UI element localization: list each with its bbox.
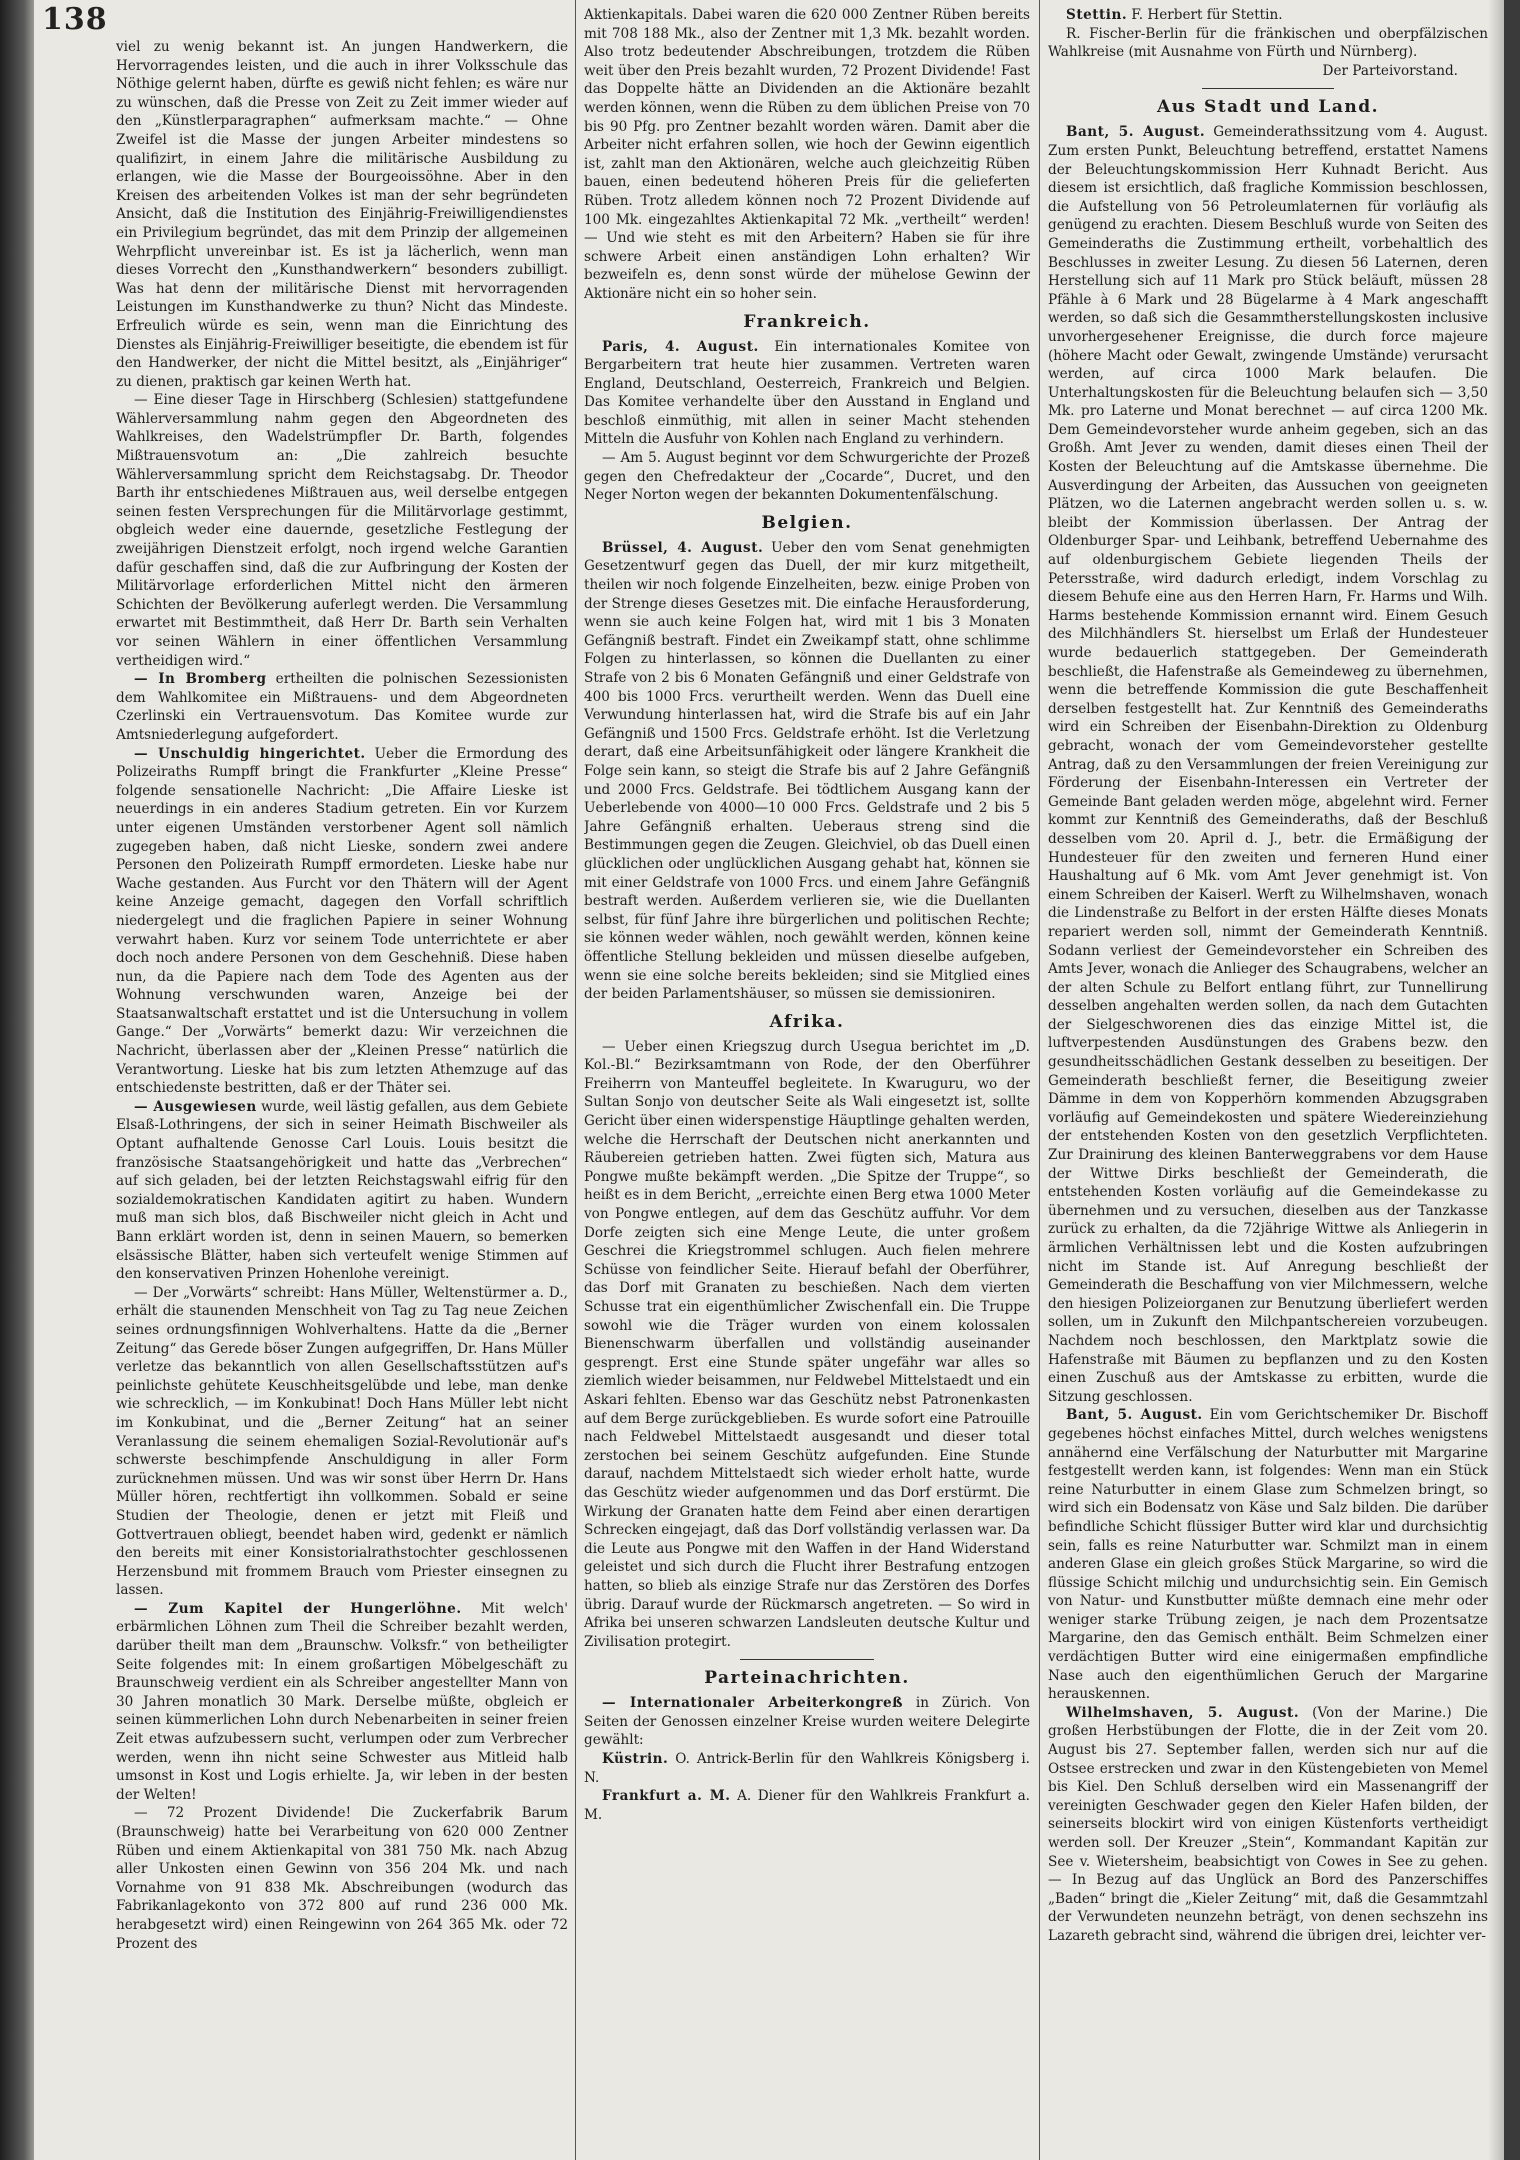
article-paragraph [584, 338, 1030, 450]
article-paragraph [1048, 123, 1488, 1406]
article-paragraph [584, 1787, 1030, 1824]
article-paragraph [1048, 1406, 1488, 1704]
article-text: Ein vom Gerichtschemiker Dr. Bischoff gegebenes höchst einfaches Mittel, durch welches wenigstens annähernd eine Verfälschung der Naturbutter mit Margarine festgestellt werden kann, ist folgendes: Wenn man ein Stück reine Naturbutter in einem Glase zum Schmelzen bringt, so wird sich ein Bodensatz von Käse und Salz bilden. Die darüber befindliche Schicht flüssiger Butter wird klar und durchsichtig sein, falls es reine Naturbutter war. Schmilzt man in einem anderen Glase ein gleich großes Stück Margarine, so wird die flüssige Schicht milchig und undurchsichtig sein. Ein Gemisch von Natur- und Kunstbutter müßte demnach eine mehr oder weniger starke Trübung zeigen, je nach dem Prozentsatze Margarine, den das Gemisch enthält. Beim Schmelzen einer verdächtigen Butter wird eine einigermaßen empfindliche Nase auch den eigenthümlichen Geruch der Margarine herauskennen. [1048, 1407, 1488, 1703]
article-lead: Wilhelmshaven, 5. August. [1066, 1704, 1300, 1721]
article-lead: — In Bromberg [134, 671, 267, 688]
article-text: — Ueber einen Kriegszug durch Usegua berichtet im „D. Kol.-Bl.“ Bezirksamtmann von Rode, der den Oberführer Freiherrn von Manteuffel begleitete. In Kwaruguru, wo der Sultan Sonjo von deutscher Seite als Wali eingesetzt ist, sollte Gericht über einen widerspenstige Häuptlinge gehalten werden, welche die Herrschaft der Deutschen nicht anerkannten und Räubereien getrieben hatten. Zwei fügten sich, Matura aus Pongwe mußte bekämpft werden. „Die Spitze der Truppe“, so heißt es in dem Bericht, „erreichte einen Berg etwa 1000 Meter von Pongwe entlegen, auf dem das Geschütz auffuhr. Vor dem Dorfe zeigten sich eine Menge Leute, die unter großem Geschrei die Kriegstrommel schlugen. Auch fielen mehrere Schüsse von feindlicher Seite. Hierauf befahl der Oberführer, das Dorf mit Granaten zu beschießen. Nach dem vierten Schusse trat ein eigenthümlicher Zwischenfall ein. Die Truppe sowohl wie die Träger wurden von einem kolossalen Bienenschwarm überfallen und vollständig auseinander gesprengt. Erst eine Stunde später ungefähr war alles so ziemlich wieder beisammen, nur Feldwebel Mittelstaedt und ein Askari fehlten. Ebenso war das Geschütz nebst Patronenkasten auf dem Berge zurückgeblieben. Es wurde sofort eine Patrouille nach Feldwebel Mittelstaedt ausgesandt und dieser total zerstochen bei seinem Geschütz aufgefunden. Eine Stunde darauf, nachdem Mittelstaedt sich wieder erholt hatte, wurde das Geschütz wieder aufgenommen und das Dorf erstürmt. Die Wirkung der Granaten hatte dem Feind aber einen derartigen Schrecken eingejagt, daß das Dorf vollständig verlassen war. Da die Leute aus Pongwe mit den Waffen in der Hand Widerstand geleistet und sich durch die Flucht ihrer Bestrafung entzogen hatten, so blieb als einzige Strafe nur das Zerstören des Dorfes übrig. Darauf wurde der Rückmarsch angetreten. — So wird in Afrika bei unseren schwarzen Landsleuten deutsche Kultur und Zivilisation protegirt. [584, 1038, 1030, 1650]
book-binding-edge [0, 0, 34, 2160]
article-text: Aktienkapitals. Dabei waren die 620 000 Zentner Rüben bereits mit 708 188 Mk., also der Zentner mit 1,3 Mk. bezahlt worden. Also trotz bedeutender Abschreibungen, trotzdem die Rüben weit über den Preis bezahlt wurden, 72 Prozent Dividende! Fast das Doppelte hätte an Dividenden an die Aktionäre bezahlt werden können, wenn die Rüben zu dem üblichen Preise von 70 bis 90 Pfg. pro Zentner bezahlt worden wären. Damit aber die Arbeiter nicht erfahren sollen, wie hoch der Gewinn eigentlich ist, zahlt man den Aktionären, welche auch gleichzeitig Rüben bauen, einen bedeutend höheren Preis für die gelieferten Rüben. Trotz alledem können noch 72 Prozent Dividende auf 100 Mk. eingezahltes Aktienkapital 72 Mk. „vertheilt“ werden! — Und wie steht es mit den Arbeitern? Haben sie für ihre schwere Arbeit einen anständigen Lohn erhalten? Wir bezweifeln es, denn sonst würde der mühelose Gewinn der Aktionäre nicht ein so hoher sein. [584, 7, 1030, 302]
article-text: Ueber die Ermordung des Polizeiraths Rumpff bringt die Frankfurter „Kleine Presse“ folgende sensationelle Nachricht: „Die Affaire Lieske ist neuerdings in ein anderes Stadium getreten. Ein vor Kurzem unter eigenen Umständen verstorbener Agent soll nämlich zugegeben haben, daß nicht Lieske, sondern zwei andere Personen den Polizeirath Rumpff ermordeten. Lieske habe nur Wache gestanden. Aus Furcht vor den Thätern will der Agent keine Anzeige gemacht, dagegen den Vorfall schriftlich niedergelegt und die fraglichen Papiere in seiner Wohnung verwahrt haben. Kurz vor seinem Tode unterrichtete er aber doch noch andere Personen von dem Geschehniß. Diese haben nun, da die Papiere nach dem Tode des Agenten aus der Wohnung verschwunden waren, Anzeige bei der Staatsanwaltschaft erstattet und ist die Untersuchung in vollem Gange.“ Der „Vorwärts“ bemerkt dazu: Wir verzeichnen die Nachricht, überlassen aber der „Kleinen Presse“ natürlich die Verantwortung. Lieske hat bis zum letzten Athemzuge auf das entschiedenste bestritten, daß er der Thäter sei. [116, 745, 568, 1097]
article-lead: Frankfurt a. M. [602, 1788, 731, 1805]
article-lead: Küstrin. [602, 1751, 669, 1768]
article-text: — 72 Prozent Dividende! Die Zuckerfabrik Barum (Braunschweig) hatte bei Verarbeitung von 620 000 Zentner Rüben und einem Aktienkapital von 381 750 Mk. nach Abzug aller Unkosten einen Gewinn von 356 204 Mk. und nach Vornahme von 91 838 Mk. Abschreibungen (wodurch das Fabrikanlagekonto von 372 800 auf rund 236 000 Mk. herabgesetzt wird) einen Reingewinn von 264 365 Mk. oder 72 Prozent des [116, 1805, 568, 1952]
newspaper-page [34, 0, 1504, 2160]
article-text: O. Antrick-Berlin für den Wahlkreis Königsberg i. N. [584, 1751, 1030, 1786]
section-heading: Aus Stadt und Land. [1157, 97, 1379, 118]
article-lead: Brüssel, 4. August. [602, 539, 764, 556]
section-heading: Afrika. [769, 1011, 845, 1032]
article-text: A. Diener für den Wahlkreis Frankfurt a. M. [584, 1788, 1030, 1823]
column-2 [584, 6, 1030, 2156]
section-heading: Belgien. [761, 512, 853, 533]
column-3 [1048, 6, 1488, 2156]
article-lead: — Zum Kapitel der Hungerlöhne. [134, 1600, 462, 1617]
article-paragraph [584, 539, 1030, 1004]
article-paragraph [116, 1098, 568, 1284]
article-text: Mit welch' erbärmlichen Löhnen zum Theil die Schreiber bezahlt werden, darüber theilt man dem „Braunschw. Volksfr.“ von betheiligter Seite folgendes mit: In einem großartigen Möbelgeschäft zu Braunschweig verdient ein als Schreiber angestellter Mann von 30 Jahren monatlich 30 Mark. Derselbe müßte, obgleich er seinen kümmerlichen Lohn durch Nebenarbeiten in seiner freien Zeit etwas aufzubessern sucht, verlumpen oder zum Verbrecher werden, wenn ihn nicht seine Schwester aus Mitleid halb umsonst in Kost und Logis erhielte. Ja, wir leben in der besten der Welten! [116, 1600, 568, 1803]
article-paragraph [116, 670, 568, 744]
article-lead: — Unschuldig hingerichtet. [134, 745, 366, 762]
article-lead: — Internationaler Arbeiterkongreß [602, 1695, 904, 1712]
article-text: viel zu wenig bekannt ist. An jungen Handwerkern, die Hervorragendes leisten, und die auch in ihrer Volksschule das Nöthige gelernt haben, dürfte es gewiß nicht fehlen; es wäre nur zu wünschen, daß die Presse von Zeit zu Zeit immer wieder auf den „Künstlerparagraphen“ aufmerksam machte.“ — Ohne Zweifel ist die Masse der jungen Arbeiter mindestens so qualifizirt, in einem Jahre die militärische Ausbildung zu erlangen, wie die Masse der Bourgeoissöhne. Aber in den Kreisen des arbeitenden Volkes ist man der sehr begründeten Ansicht, daß die Institution des Einjährig-Freiwilligendienstes ein Privilegium begründet, das mit dem Prinzip der allgemeinen Wehrpflicht unvereinbar ist. Es ist ja lächerlich, wenn man dieses Vorrecht den „Kunsthandwerkern“ besonders zubilligt. Was hat denn der militärische Dienst mit hervorragenden Leistungen im Kunsthandwerke zu thun? Nicht das Mindeste. Erfreulich würde es sein, wenn man die Einrichtung des Dienstes als Einjährig-Freiwilliger beseitigte, die ebendem ist für den Handwerker, der nicht die Mittel besitzt, als „Einjähriger“ zu dienen, praktisch gar keinen Werth hat. [116, 39, 568, 390]
article-paragraph [116, 745, 568, 1098]
article-paragraph [116, 1284, 568, 1600]
article-paragraph [584, 1694, 1030, 1750]
article-text: wurde, weil lästig gefallen, aus dem Gebiete Elsaß-Lothringens, der sich in seiner Heimath Bischweiler als Optant aufhaltende Genosse Carl Louis. Louis besitzt die französische Staatsangehörigkeit und hatte das „Verbrechen“ auf sich geladen, bei der letzten Reichstagswahl eifrig für den sozialdemokratischen Kandidaten agitirt zu haben. Wundern muß man sich blos, daß Bischweiler nicht gleich in Acht und Bann erklärt worden ist, denn in seinen Mauern, so bemerken elsässische Blätter, haben sich verteufelt wenige Stimmen auf den konservativen Prinzen Hohenlohe vereinigt. [116, 1098, 568, 1283]
article-lead: — Ausgewiesen [134, 1098, 257, 1115]
article-text: R. Fischer-Berlin für die fränkischen und oberpfälzischen Wahlkreise (mit Ausnahme von Fürth und Nürnberg). [1048, 25, 1488, 61]
article-text: Ueber den vom Senat genehmigten Gesetzentwurf gegen das Duell, der mir kurz mitgetheilt, theilen wir noch folgende Einzelheiten, bezw. einige Proben von der Strenge dieses Gesetzes mit. Die einfache Herausforderung, wenn sie auch keine Folgen hat, wird mit 1 bis 3 Monaten Gefängniß bestraft. Findet ein Zweikampf statt, ohne schlimme Folgen zu hinterlassen, so können die Duellanten zu einer Strafe von 2 bis 6 Monaten Gefängniß und einer Geldstrafe von 400 bis 1000 Frcs. verurtheilt werden. Wenn das Duell eine Verwundung hinterlassen hat, wird die Strafe bis auf ein Jahr Gefängniß und 1500 Frcs. Geldstrafe erhöht. Ist die Verletzung derart, daß eine Arbeitsunfähigkeit oder längere Krankheit die Folge sein kann, so steigt die Strafe bis auf 2 Jahre Gefängniß und 2000 Frcs. Geldstrafe. Bei tödtlichem Ausgang kann der Ueberlebende von 4000—10 000 Frcs. Geldstrafe und 2 bis 5 Jahre Gefängniß erhalten. Ueberaus streng sind die Bestimmungen gegen die Zeugen. Gleichviel, ob das Duell einen glücklichen oder unglücklichen Ausgang gehabt hat, können sie mit einer Geldstrafe von 1000 Frcs. und einem Jahre Gefängniß bestraft werden. Außerdem verlieren sie, wie die Duellanten selbst, für fünf Jahre ihre bürgerlichen und politischen Rechte; sie können weder wählen, noch gewählt werden, können keine öffentliche Stellung bekleiden und müssen dieselbe aufgeben, wenn sie eine solche bereits bekleiden; sind sie Mitglied eines der beiden Parlamentshäuser, so müssen sie demissioniren. [584, 539, 1030, 1003]
article-paragraph [116, 38, 568, 391]
article-text: — Eine dieser Tage in Hirschberg (Schlesien) stattgefundene Wählerversammlung nahm gegen den Abgeordneten des Wahlkreises, den Wadelstrümpfler Dr. Barth, folgendes Mißtrauensvotum an: „Die zahlreich besuchte Wählerversammlung spricht dem Reichstagsabg. Dr. Theodor Barth ihr entschiedenes Mißtrauen aus, weil derselbe entgegen seinen festen Versprechungen für die Militärvorlage gestimmt, obgleich weder eine dauernde, gesetzliche Festlegung der zweijährigen Dienstzeit erfolgt, noch irgend welche Garantien dafür geschaffen sind, daß die zur Aufbringung der Kosten der Militärvorlage erforderlichen Mittel nicht den ärmeren Schichten der Bevölkerung auferlegt werden. Die Versammlung erwartet mit Bestimmtheit, daß Herr Dr. Barth sein Verhalten vor seinen Wählern in einer öffentlichen Versammlung vertheidigen wird.“ [116, 392, 568, 669]
article-text: Gemeinderathssitzung vom 4. August. Zum ersten Punkt, Beleuchtung betreffend, erstattet Namens der Beleuchtungskommission Herr Kuhnadt Bericht. Aus diesem ist ersichtlich, daß fragliche Kommission beschlossen, die Aufstellung von 56 Petroleumlaternen für vorläufig als genügend zu erachten. Diesem Beschluß wurde von Seiten des Gemeinderaths die Zustimmung ertheilt, vorbehaltlich des Beschlusses in zweiter Lesung. Zu diesen 56 Laternen, deren Herstellung sich auf 11 Mark pro Stück beläuft, müssen 28 Pfähle à 6 Mark und 28 Bügelarme à 4 Mark angeschafft werden, so daß sich die Gesammtherstellungskosten inclusive unvorhergesehener Ereignisse, die durch force majeure (höhere Macht oder Gewalt, zwingende Umstände) verursacht werden, auf circa 1000 Mark belaufen. Die Unterhaltungskosten für die Beleuchtung belaufen sich — 3,50 Mk. pro Laterne und Monat berechnet — auf circa 1200 Mk. Dem Gemeindevorsteher wurde anheim gegeben, sich an das Großh. Amt Jever zu wenden, damit dieses einen Theil der Kosten der Beleuchtung auf die Amtskasse übernehme. Die Ausverdingung der Arbeiten, das Aussuchen von geeigneten Plätzen, wo die Laternen angebracht werden sollen u. s. w. bleibt der Kommission überlassen. Der Antrag der Oldenburger Spar- und Leihbank, betreffend Uebernahme des auf oldenburgischem Gebiete liegenden Theils der Petersstraße, wird dadurch erledigt, indem Vorschlag zu diesem Behufe eine aus den Herren Harn, Fr. Harms und Wilh. Harms bestehende Kommission ernannt wird. Einem Gesuch des Milchhändlers St. hierselbst um Erlaß der Hundesteuer wurde bedauerlich stattgegeben. Der Gemeinderath beschließt, die Hafenstraße als Gemeindeweg zu übernehmen, wenn die betreffende Kommission die gute Beschaffenheit derselben festgestellt hat. Zur Kenntniß des Gemeinderaths wird ein Schreiben der Eisenbahn-Direktion zu Oldenburg gebracht, wonach der vom Gemeindevorsteher gestellte Antrag, daß zu den Versammlungen der freien Vereinigung zur Förderung der Eisenbahn-Interessen ein Vertreter der Gemeinde Bant geladen werden möge, abgelehnt wird. Ferner kommt zur Kenntniß des Gemeinderaths, daß der Beschluß desselben vom 20. April d. J., betr. die Ermäßigung der Hundesteuer für den zweiten und ferneren Hund einer Haushaltung auf 6 Mk. vom Amt Jever genehmigt ist. Von einem Schreiben der Kaiserl. Werft zu Wilhelmshaven, wonach die Lindenstraße zu Belfort in der ersten Hälfte dieses Monats repariert werden soll, nimmt der Gemeinderath Kenntniß. Sodann verliest der Gemeindevorsteher ein Schreiben des Amts Jever, wonach die Anlieger des Schaugrabens, welcher an der alten Schule zu Belfort entlang führt, zur Tunnellirung desselben angehalten werden sollen, da nach dem Gutachten der Sielgeschworenen dies das einzige Mittel ist, die luftverpestenden Ausdünstungen des Grabens bezw. den gesundheitsschädlichen Gestank desselben zu beseitigen. Der Gemeinderath beschließt ferner, die Beseitigung zweier Dämme in dem von Kopperhörn kommenden Abzugsgraben vorläufig auf Gemeindekosten und spätere Wiedereinziehung der entstehenden Kosten von den gesetzlich Verpflichteten. Zur Drainirung des kleinen Banterweggrabens vor dem Hause der Wittwe Dirks beschließt der Gemeinderath, die entstehenden Kosten vorläufig auf die Gemeindekasse zu übernehmen und zu versuchen, dieselben aus der Tanzkasse zurück zu erhalten, da die 72jährige Wittwe als Anliegerin in ärmlichen Verhältnissen lebt und die Kosten aufzubringen nicht im Stande ist. Auf Anregung beschließt der Gemeinderath die Beschaffung von vier Milchmessern, welche den hiesigen Polizeiorganen zur Benutzung überliefert werden sollen, um in Zukunft den Milchpantschereien vorzubeugen. Nachdem noch beschlossen, den Marktplatz sowie die Hafenstraße mit Bäumen zu bepflanzen und zu den Kosten einen Zuschuß aus der Amtskasse zu erbitten, wurde die Sitzung geschlossen. [1048, 124, 1488, 1405]
section-divider [740, 1659, 874, 1660]
article-text: — Am 5. August beginnt vor dem Schwurgerichte der Prozeß gegen den Chefredakteur der „Cocarde“, Ducret, und den Neger Norton wegen der bekannten Dokumentenfälschung. [584, 450, 1030, 504]
article-paragraph [584, 1038, 1030, 1652]
article-paragraph [116, 391, 568, 670]
article-lead: Bant, 5. August. [1066, 1407, 1203, 1424]
page-number: 138 [42, 2, 108, 37]
article-paragraph [116, 1600, 568, 1805]
article-paragraph [584, 1750, 1030, 1787]
column-1 [116, 38, 568, 2160]
column-divider [575, 0, 576, 2160]
section-divider [1202, 88, 1334, 89]
article-lead: Bant, 5. August. [1066, 124, 1206, 141]
article-text: Ein internationales Komitee von Bergarbeitern trat heute hier zusammen. Vertreten waren England, Deutschland, Oesterreich, Frankreich und Belgien. Das Komitee verhandelte über den Ausstand in England und beschloß einmüthig, mit allen in seiner Macht stehenden Mitteln die Ausfuhr von Kohlen nach England zu verhindern. [584, 338, 1030, 448]
section-heading: Frankreich. [743, 311, 871, 332]
article-text: — Der „Vorwärts“ schreibt: Hans Müller, Weltenstürmer a. D., erhält die staunenden Menschheit von Tag zu Tag neue Zeichen seines ordnungsfinnigen Wohlverhaltens. Hatte da die „Berner Zeitung“ das Gerede böser Zungen aufgegriffen, Dr. Hans Müller verletze das bekanntlich von allen Gesellschaftsstützen auf's peinlichste gehütete Keuschheitsgelübde und lebe, man denke wie schrecklich, — im Konkubinat! Doch Hans Müller lebt nicht im Konkubinat, und die „Berner Zeitung“ hat an seiner Veranlassung die seinem ehemaligen Sozial-Revolutionär auf's schwerste beschimpfende Anschuldigung in aller Form zurücknehmen müssen. Und was wir sonst über Herrn Dr. Hans Müller hören, rechtfertigt ihn vollkommen. Sobald er seine Studien der Theologie, denen er jetzt mit Fleiß und Gottvertrauen obliegt, beendet haben wird, gedenkt er nämlich den bereits mit einer Konsistorialrathstochter geschlossenen Herzensbund mit frommem Brauch vom Priester einsegnen zu lassen. [116, 1284, 568, 1599]
column-divider [1039, 0, 1040, 2160]
article-paragraph [1048, 25, 1488, 62]
page-right-edge [1488, 0, 1504, 2160]
article-paragraph [116, 1804, 568, 1953]
article-paragraph [1048, 6, 1488, 25]
section-heading: Parteinachrichten. [704, 1668, 910, 1689]
article-text: in Zürich. Von Seiten der Genossen einzelner Kreise wurden weitere Delegirte gewählt: [584, 1695, 1030, 1749]
article-lead: Paris, 4. August. [602, 338, 759, 355]
article-text: F. Herbert für Stettin. [1127, 7, 1283, 23]
signature: Der Parteivorstand. [1322, 62, 1458, 79]
article-lead: Stettin. [1066, 7, 1128, 23]
article-text: (Von der Marine.) Die großen Herbstübungen der Flotte, die in der Zeit vom 20. August bis 27. September fallen, werden sich nur auf die Ostsee erstrecken und zwar in den Küstengebieten von Memel bis Kiel. Den Schluß derselben wird ein Massenangriff der vereinigten Geschwader gegen den Kieler Hafen bilden, der seinerseits blockirt wird von einigen Küstenforts vertheidigt werden soll. Der Kreuzer „Stein“, Kommandant Kapitän zur See v. Wietersheim, beabsichtigt von Cowes in See zu gehen. — In Bezug auf das Unglück an Bord des Panzerschiffes „Baden“ bringt die „Kieler Zeitung“ mit, daß die Gesammtzahl der Verwundeten neunzehn beträgt, von denen sechszehn ins Lazareth gebracht sind, während die übrigen drei, leichter ver- [1048, 1704, 1488, 1944]
article-paragraph [1048, 1704, 1488, 1946]
article-text: ertheilten die polnischen Sezessionisten dem Wahlkomitee ein Mißtrauens- und dem Abgeordneten Czerlinski ein Vertrauensvotum. Das Komitee wurde zur Amtsniederlegung aufgefordert. [116, 671, 568, 743]
article-paragraph [584, 449, 1030, 505]
article-paragraph [584, 6, 1030, 304]
